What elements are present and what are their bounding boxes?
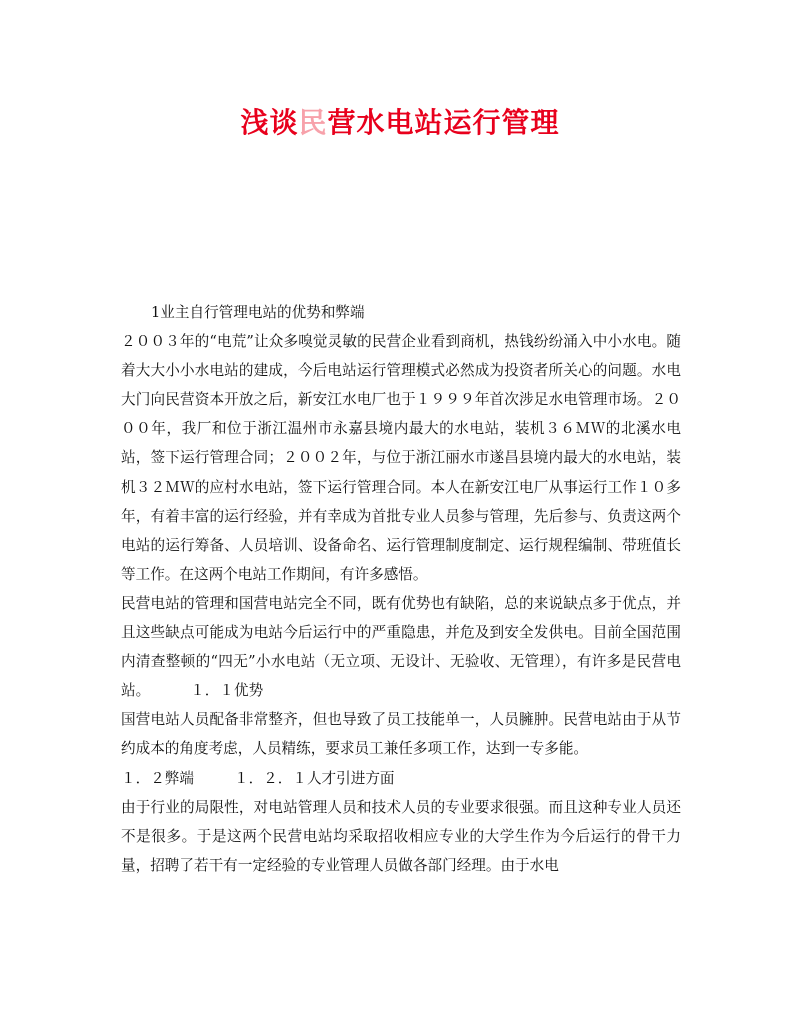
- subheading-1-2-1: １．２．１人才引进方面: [233, 769, 395, 787]
- section-heading-1: 1业主自行管理电站的优势和弊端: [151, 304, 365, 321]
- title-text-part3: 营水电站运行管理: [327, 106, 560, 139]
- title-text-part2: 民: [298, 106, 328, 139]
- paragraph-4: 由于行业的局限性，对电站管理人员和技术人员的专业要求很强。而且这种专业人员还不是很多。于是这两个民营电站均采取招收相应专业的大学生作为今后运行的骨干力量，招聘了若干有一定经验的专业管理人员做各部门经理。由于水电: [121, 798, 681, 874]
- paragraph-2: [121, 589, 681, 705]
- paragraph-2-text: 民营电站的管理和国营电站完全不同，既有优势也有缺陷，总的来说缺点多于优点，并且这些缺点可能成为电站今后运行中的严重隐患，并危及到安全发供电。目前全国范围内清查整顿的“四无”小水电站（无立项、无设计、无验收、无管理），有许多是民营电站。: [121, 594, 681, 700]
- document-body: [121, 298, 681, 880]
- subheading-row: [121, 764, 681, 793]
- title-text-part1: 浅谈: [240, 106, 299, 139]
- document-title: [0, 103, 800, 143]
- paragraph-3: 国营电站人员配备非常整齐，但也导致了员工技能单一，人员臃肿。民营电站由于从节约成本的角度考虑，人员精练，要求员工兼任多项工作，达到一专多能。: [121, 711, 681, 758]
- paragraph-1: ２００３年的“电荒”让众多嗅觉灵敏的民营企业看到商机，热钱纷纷涌入中小水电。随着大大小小水电站的建成，今后电站运行管理模式必然成为投资者所关心的问题。水电大门向民营资本开放之后，新安江水电厂也于１９９９年首次涉足水电管理市场。２０００年，我厂和位于浙江温州市永嘉县境内最大的水电站，装机３６ＭＷ的北溪水电站，签下运行管理合同；２００２年，与位于浙江丽水市遂昌县境内最大的水电站，装机３２ＭＷ的应村水电站，签下运行管理合同。本人在新安江电厂从事运行工作１０多年，有着丰富的运行经验，并有幸成为首批专业人员参与管理，先后参与、负责这两个电站的运行筹备、人员培训、设备命名、运行管理制度制定、运行规程编制、带班值长等工作。在这两个电站工作期间，有许多感悟。: [121, 333, 681, 583]
- subheading-1-1: １．１优势: [190, 682, 264, 700]
- subheading-1-2: １．２弊端: [121, 769, 194, 787]
